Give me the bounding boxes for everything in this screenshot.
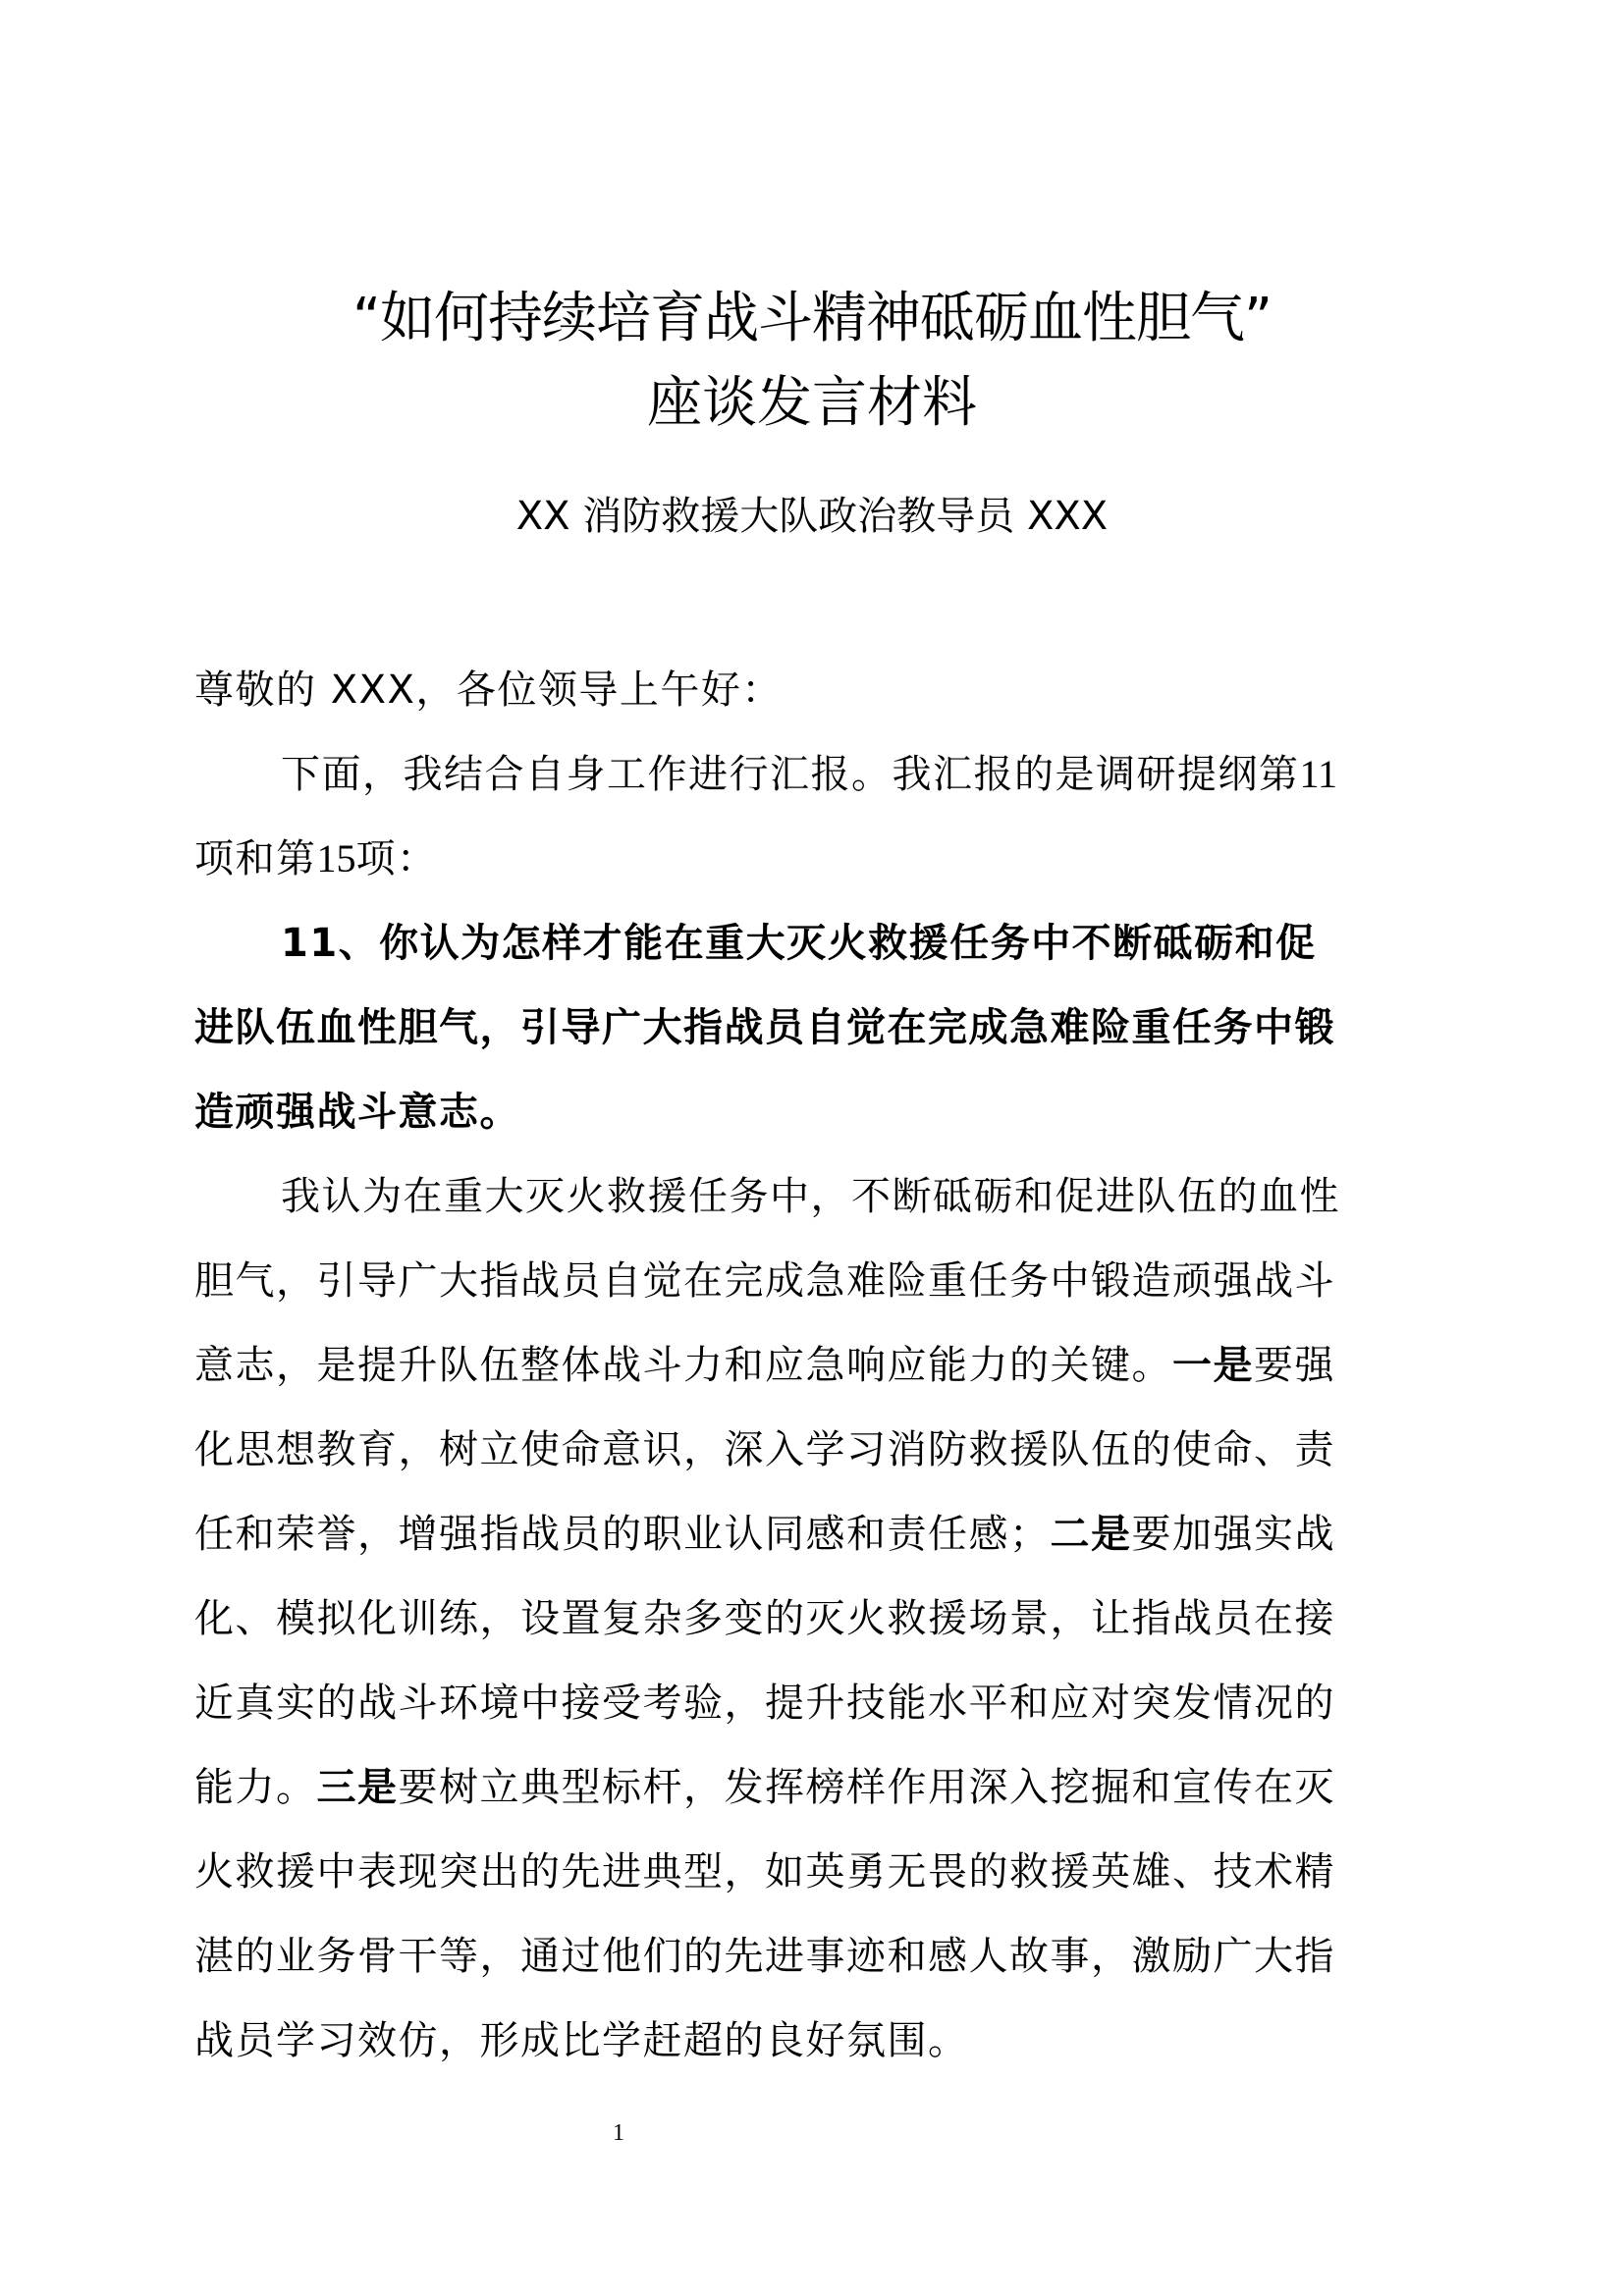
item-number: 11 — [1299, 752, 1338, 796]
answer-text: 任和荣誉，增强指战员的职业认同感和责任感； — [194, 1512, 1051, 1557]
answer-text: 要强 — [1254, 1343, 1335, 1388]
answer-line-8 — [194, 1745, 1439, 1830]
item-number: 15 — [316, 836, 356, 881]
intro-text: 下面，我结合自身工作进行汇报。我汇报的是调研提纲第 — [281, 752, 1300, 797]
point-marker-third: 三是 — [316, 1765, 399, 1810]
intro-line-1 — [194, 732, 1439, 817]
answer-line-9: 火救援中表现突出的先进典型，如英勇无畏的救援英雄、技术精 — [194, 1849, 1335, 1895]
answer-text: 要加强实战 — [1131, 1512, 1335, 1557]
answer-line-1: 我认为在重大灭火救援任务中，不断砥砺和促进队伍的血性 — [281, 1174, 1340, 1219]
page-number: 1 — [613, 2120, 624, 2146]
point-marker-second: 二是 — [1050, 1512, 1132, 1557]
intro-text: 项： — [355, 836, 438, 881]
question-heading-line-1: 11、你认为怎样才能在重大灭火救援任务中不断砥砺和促 — [281, 921, 1317, 966]
answer-line-3 — [194, 1323, 1439, 1408]
intro-line-2 — [194, 817, 1439, 901]
document-body — [194, 648, 1439, 2083]
answer-line-5 — [194, 1492, 1439, 1576]
author-byline: XX 消防救援大队政治教导员 XXX — [515, 494, 1109, 539]
answer-line-7: 近真实的战斗环境中接受考验，提升技能水平和应对突发情况的 — [194, 1681, 1335, 1726]
answer-line-4: 化思想教育，树立使命意识，深入学习消防救援队伍的使命、责 — [194, 1427, 1335, 1472]
answer-text: 要树立典型标杆，发挥榜样作用深入挖掘和宣传在灭 — [398, 1765, 1335, 1810]
intro-text: 项和第 — [194, 836, 317, 881]
answer-line-6: 化、模拟化训练，设置复杂多变的灭火救援场景，让指战员在接 — [194, 1596, 1335, 1641]
answer-line-10: 湛的业务骨干等，通过他们的先进事迹和感人故事，激励广大指 — [194, 1934, 1335, 1979]
answer-line-11: 战员学习效仿，形成比学赶超的良好氛围。 — [194, 2018, 969, 2063]
document-title-line1: “如何持续培育战斗精神砥砺血性胆气” — [352, 287, 1272, 350]
answer-text: 能力。 — [194, 1765, 317, 1810]
salutation: 尊敬的 XXX，各位领导上午好： — [194, 667, 783, 713]
point-marker-first: 一是 — [1172, 1343, 1254, 1388]
question-heading-line-3: 造顽强战斗意志。 — [194, 1090, 520, 1135]
answer-text: 意志，是提升队伍整体战斗力和应急响应能力的关键。 — [194, 1343, 1172, 1388]
answer-line-2: 胆气，引导广大指战员自觉在完成急难险重任务中锻造顽强战斗 — [194, 1258, 1335, 1304]
question-heading-line-2: 进队伍血性胆气，引导广大指战员自觉在完成急难险重任务中锻 — [194, 1005, 1335, 1050]
document-title-line2: 座谈发言材料 — [647, 371, 977, 435]
